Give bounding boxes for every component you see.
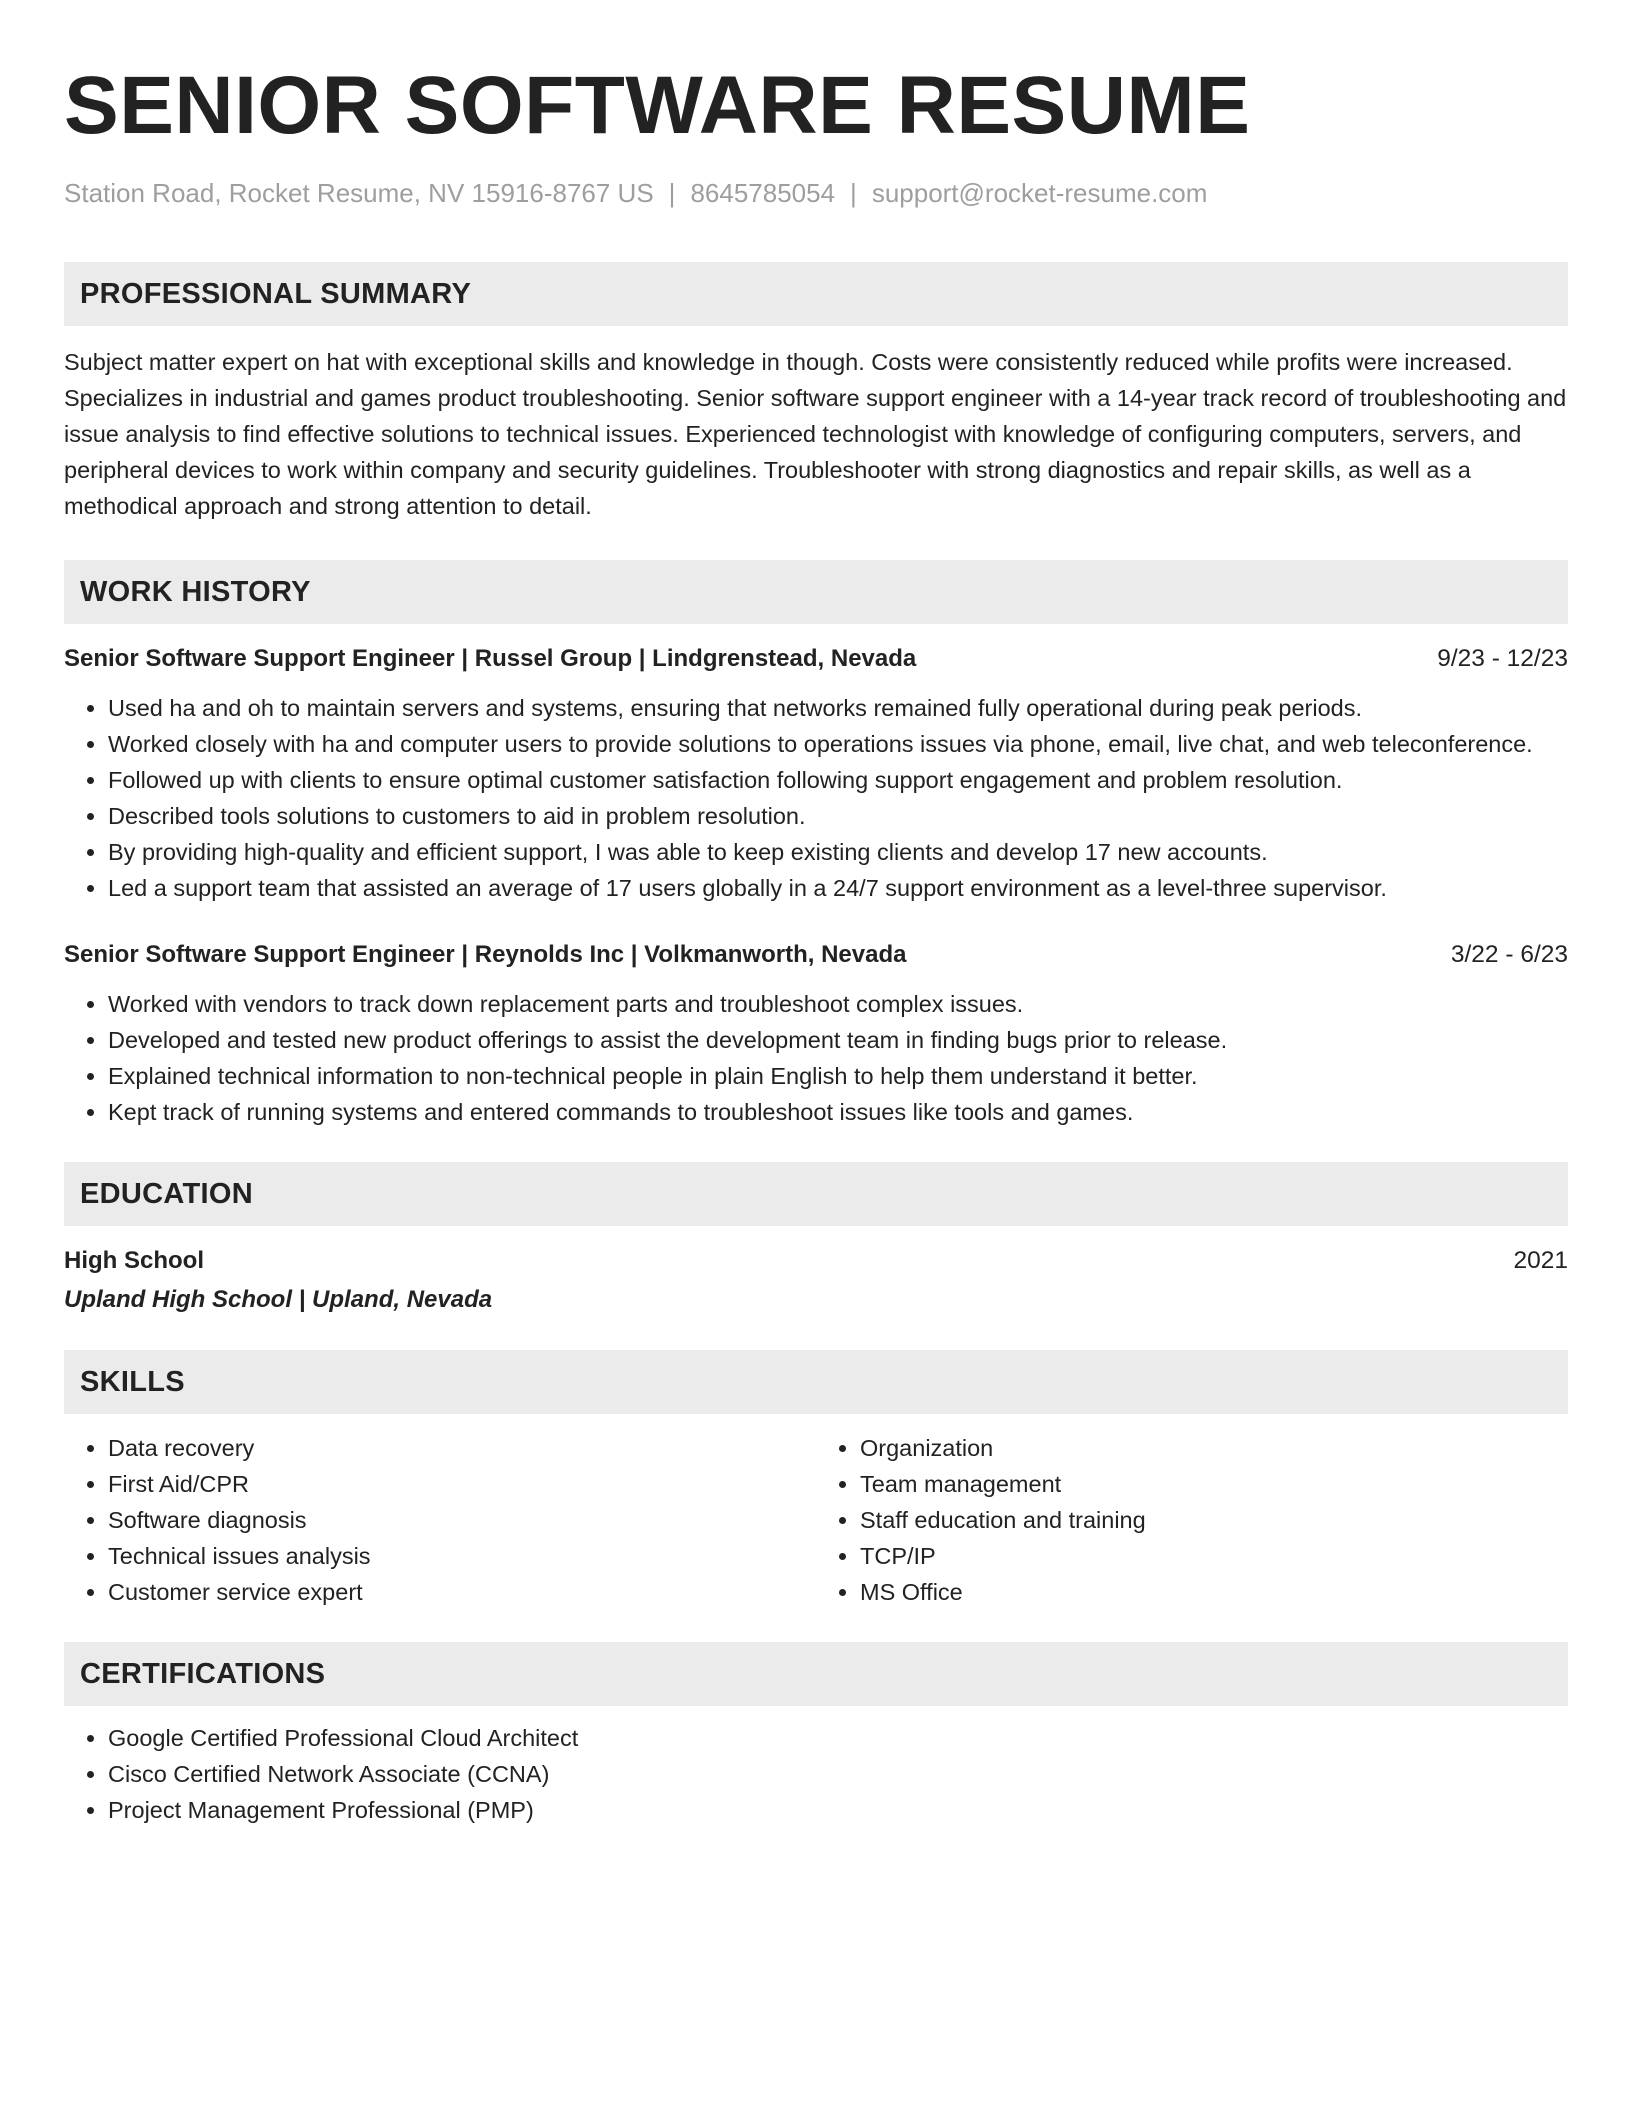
section-title: WORK HISTORY xyxy=(80,575,311,608)
job-dates: 3/22 - 6/23 xyxy=(1450,941,1568,968)
skills-list-right xyxy=(816,1430,1568,1610)
list-item: • Kept track of running systems and entered commands to troubleshoot issues like tools and games. xyxy=(108,1094,1568,1130)
education-degree: High School xyxy=(64,1247,204,1274)
list-item: • Technical issues analysis xyxy=(108,1538,816,1574)
resume-title: SENIOR SOFTWARE RESUME xyxy=(64,60,1251,151)
list-item: • TCP/IP xyxy=(860,1538,1568,1574)
list-item: • Followed up with clients to ensure optimal customer satisfaction following support engagement and problem resolution. xyxy=(108,762,1568,798)
contact-phone: 8645785054 xyxy=(690,178,836,208)
list-item: • Software diagnosis xyxy=(108,1502,816,1538)
job-title: Senior Software Support Engineer | Reynolds Inc | Volkmanworth, Nevada xyxy=(64,941,907,968)
contact-email: support@rocket-resume.com xyxy=(871,178,1208,208)
contact-separator: | xyxy=(668,178,676,208)
list-item: • Cisco Certified Network Associate (CCNA) xyxy=(108,1756,1568,1792)
job-dates: 9/23 - 12/23 xyxy=(1437,645,1568,672)
contact-address: Station Road, Rocket Resume, NV 15916-8767 US xyxy=(64,178,654,208)
skills-grid xyxy=(64,1430,1568,1610)
contact-separator: | xyxy=(850,178,857,208)
job-title: Senior Software Support Engineer | Russel Group | Lindgrenstead, Nevada xyxy=(64,645,917,672)
list-item: • Developed and tested new product offerings to assist the development team in finding bugs prior to release. xyxy=(108,1022,1568,1058)
education-year: 2021 xyxy=(1513,1247,1568,1274)
job-header xyxy=(64,642,1568,676)
job-bullets xyxy=(64,986,1568,1130)
skills-list-left xyxy=(64,1430,816,1610)
section-header-skills xyxy=(64,1350,1568,1414)
list-item: • First Aid/CPR xyxy=(108,1466,816,1502)
list-item: • Data recovery xyxy=(108,1430,816,1466)
list-item: • Used ha and oh to maintain servers and systems, ensuring that networks remained fully operational during peak periods. xyxy=(108,690,1568,726)
list-item: • Described tools solutions to customers to aid in problem resolution. xyxy=(108,798,1568,834)
section-header-summary xyxy=(64,262,1568,326)
list-item: • Led a support team that assisted an average of 17 users globally in a 24/7 support environment as a level-three supervisor. xyxy=(108,870,1568,906)
education-school: Upland High School | Upland, Nevada xyxy=(64,1286,493,1313)
list-item: • By providing high-quality and efficient support, I was able to keep existing clients and develop 17 new accounts. xyxy=(108,834,1568,870)
section-title: PROFESSIONAL SUMMARY xyxy=(80,277,472,310)
list-item: • MS Office xyxy=(860,1574,1568,1610)
certifications-list xyxy=(64,1720,1568,1828)
section-header-work xyxy=(64,560,1568,624)
list-item: • Customer service expert xyxy=(108,1574,816,1610)
section-header-education xyxy=(64,1162,1568,1226)
section-title: EDUCATION xyxy=(80,1177,253,1210)
section-title: CERTIFICATIONS xyxy=(80,1657,326,1690)
contact-line xyxy=(64,176,1568,210)
job-bullets xyxy=(64,690,1568,906)
list-item: • Worked with vendors to track down replacement parts and troubleshoot complex issues. xyxy=(108,986,1568,1022)
list-item: • Project Management Professional (PMP) xyxy=(108,1792,1568,1828)
summary-text: Subject matter expert on hat with exceptional skills and knowledge in though. Costs were consistently reduced while profits were increased. Specializes in industrial and games product troubleshooting. Senior software support engineer with a 14-year track record of troubleshooting and issue analysis to find effective solutions to technical issues. Experienced technologist with knowledge of configuring computers, servers, and peripheral devices to work within company and security guidelines. Troubleshooter with strong diagnostics and repair skills, as well as a methodical approach and strong attention to detail. xyxy=(64,349,1567,519)
section-header-certifications xyxy=(64,1642,1568,1706)
list-item: • Staff education and training xyxy=(860,1502,1568,1538)
section-title: SKILLS xyxy=(80,1365,185,1398)
education-header xyxy=(64,1244,1568,1278)
list-item: • Worked closely with ha and computer users to provide solutions to operations issues via phone, email, live chat, and web teleconference. xyxy=(108,726,1568,762)
job-header xyxy=(64,938,1568,972)
list-item: • Google Certified Professional Cloud Architect xyxy=(108,1720,1568,1756)
list-item: • Team management xyxy=(860,1466,1568,1502)
list-item: • Explained technical information to non-technical people in plain English to help them understand it better. xyxy=(108,1058,1568,1094)
list-item: • Organization xyxy=(860,1430,1568,1466)
